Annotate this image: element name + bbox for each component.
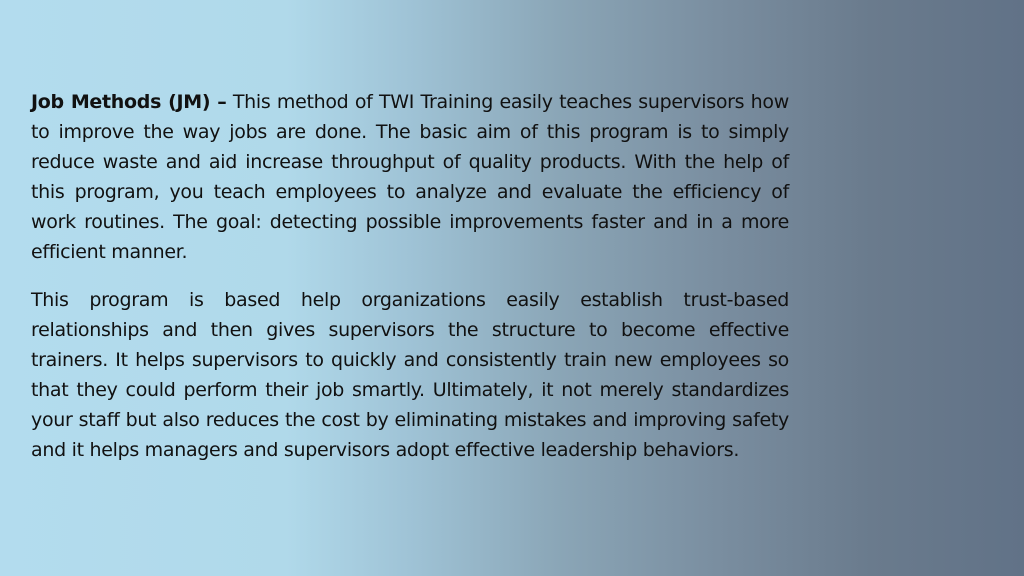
- slide-text-block: [31, 87, 789, 465]
- program-benefits-body: This program is based help organizations easily establish trust-based relationships and then gives supervisors the structure to become effective trainers. It helps supervisors to quickly and consistently train new employees so that they could perform their job smartly. Ultimately, it not merely standardizes your staff but also reduces the cost by eliminating mistakes and improving safety and it helps managers and supervisors adopt effective leadership behaviors.: [31, 289, 789, 461]
- paragraph-program-benefits: [31, 285, 789, 465]
- job-methods-body: This method of TWI Training easily teaches supervisors how to improve the way jobs are done. The basic aim of this program is to simply reduce waste and aid increase throughput of quality products. With the help of this program, you teach employees to analyze and evaluate the efficiency of work routines. The goal: detecting possible improvements faster and in a more efficient manner.: [31, 91, 789, 263]
- job-methods-heading: Job Methods (JM) –: [31, 91, 227, 113]
- paragraph-job-methods: [31, 87, 789, 267]
